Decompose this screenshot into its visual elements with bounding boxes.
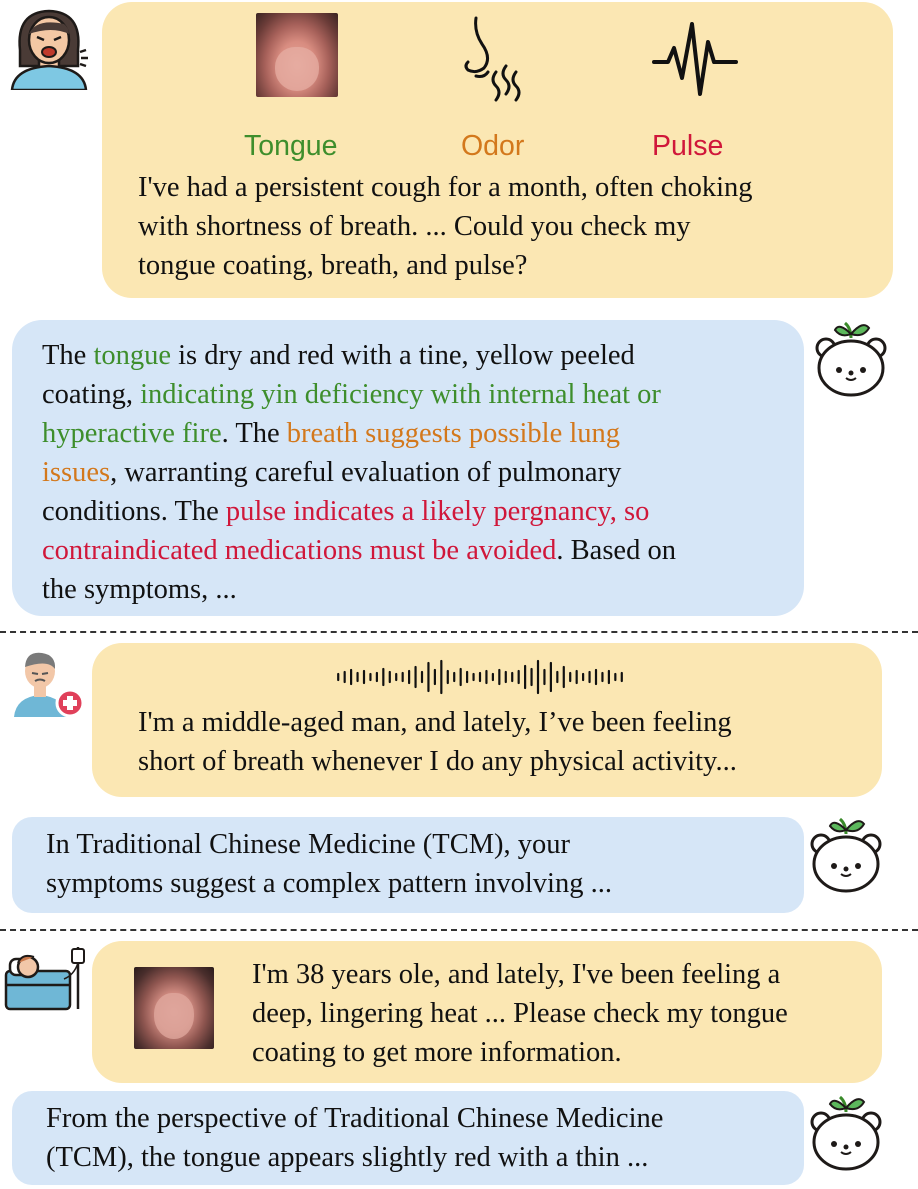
user-avatar-hospital-patient: [4, 945, 88, 1013]
bot-response-text-2: In Traditional Chinese Medicine (TCM), your symptoms suggest a complex pattern involving ...: [46, 829, 612, 899]
modality-label-odor: Odor: [461, 130, 525, 162]
user-message-text-1: I've had a persistent cough for a month, often choking with shortness of breath. ... Could you check my tongue coating, breath, and pulse?: [138, 172, 753, 281]
section-divider-1: [0, 631, 918, 633]
section-divider-2: [0, 929, 918, 931]
bot-avatar-bear: [811, 318, 891, 398]
nose-odor-icon: [462, 14, 526, 104]
modality-label-pulse: Pulse: [652, 130, 724, 162]
user-avatar-coughing-woman: [6, 4, 92, 90]
tongue-photo: [134, 967, 214, 1049]
bot-response-text-1: The tongue is dry and red with a tine, yellow peeled coating, indicating yin deficiency with internal heat or hyperactive fire. The breath suggests possible lung issues, warranting careful evaluation of pulmonary conditions. The pulse indicates a likely pergnancy, so contraindicated medications must be avoided. Based on the symptoms, ...: [42, 340, 676, 605]
user-message-text-2: I'm a middle-aged man, and lately, I’ve been feeling short of breath whenever I do any physical activity...: [138, 707, 737, 777]
tongue-photo: [256, 13, 338, 97]
pulse-wave-icon: [652, 18, 738, 98]
user-message-text-3: I'm 38 years ole, and lately, I've been feeling a deep, lingering heat ... Please check my tongue coating to get more information.: [252, 959, 788, 1068]
modality-label-tongue: Tongue: [244, 130, 338, 162]
bot-response-text-3: From the perspective of Traditional Chinese Medicine (TCM), the tongue appears slightly red with a thin ...: [46, 1103, 664, 1173]
bot-avatar-bear: [806, 814, 886, 894]
bot-avatar-bear: [806, 1092, 886, 1172]
user-avatar-sick-man: [12, 647, 86, 721]
audio-waveform-icon: [335, 655, 625, 699]
